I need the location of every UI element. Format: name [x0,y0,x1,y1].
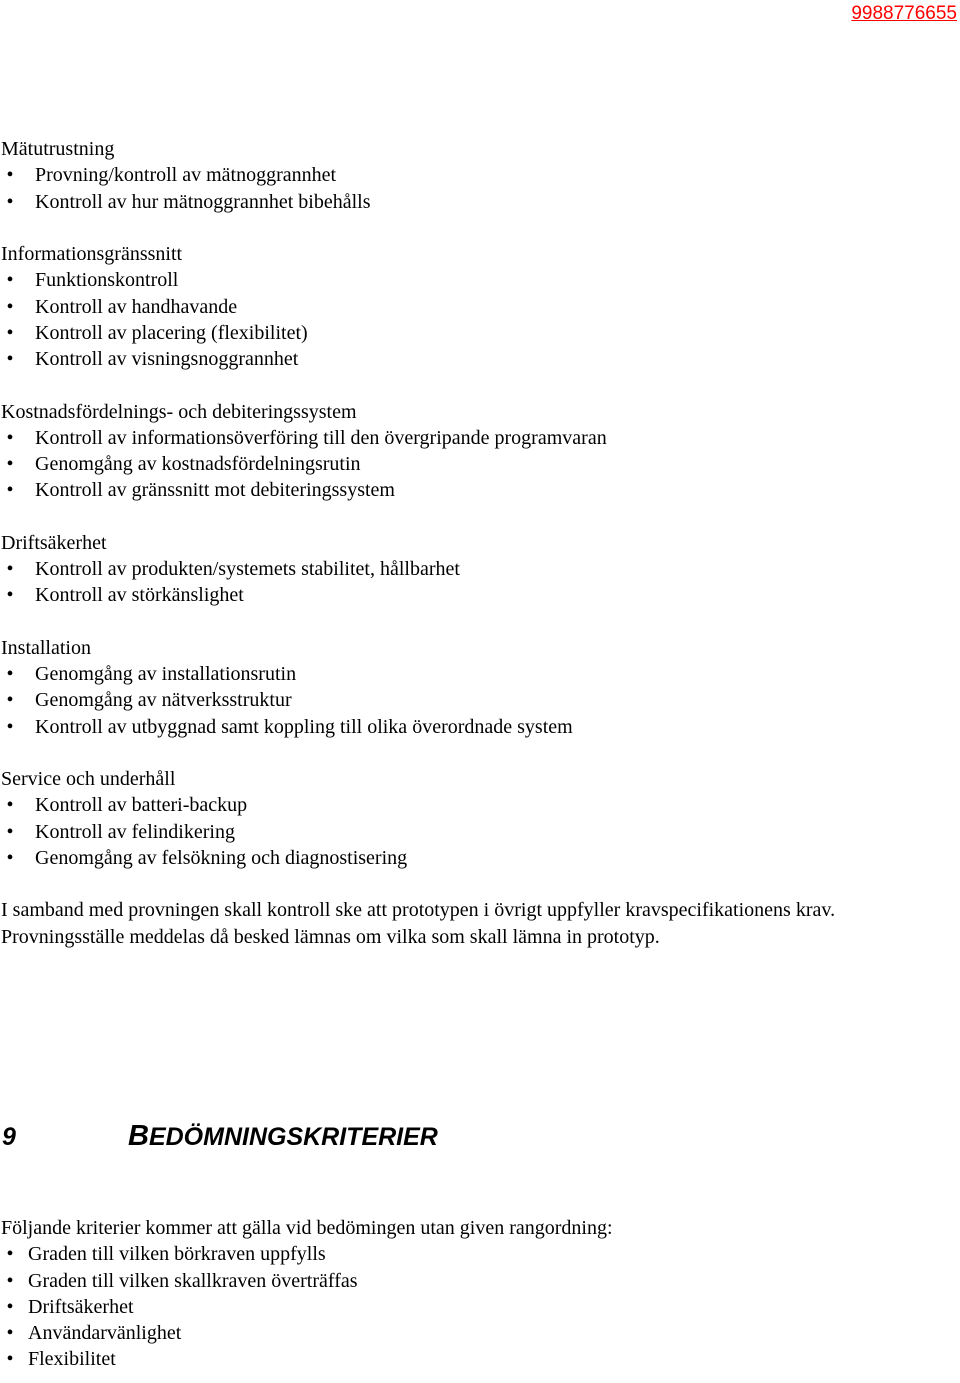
section-9-heading [2,1120,438,1153]
list-item: • Kontroll av felindikering [1,819,951,845]
bullet-icon: • [6,820,14,843]
bullet-list [1,792,951,871]
page-number-link[interactable]: 9988776655 [851,3,957,24]
section-heading: Installation [1,636,91,659]
list-item: • Användarvänlighet [1,1320,951,1346]
paragraph: I samband med provningen skall kontroll ske att prototypen i övrigt uppfyller kravspecifikationens krav. Provningsställe meddelas då besked lämnas om vilka som skall lämna in prototyp. [1,899,836,948]
section-heading: Informationsgränssnitt [1,243,183,265]
bullet-icon: • [6,164,14,187]
list-item: • Kontroll av visningsnoggrannhet [1,346,951,372]
list-item: • Genomgång av felsökning och diagnostisering [1,845,951,871]
list-item: • Kontroll av utbyggnad samt koppling till olika överordnade system [1,714,951,740]
list-item: • Kontroll av gränssnitt mot debiteringssystem [1,477,951,503]
criteria-intro: Följande kriterier kommer att gälla vid bedömingen utan given rangordning: [1,1217,613,1239]
section-heading: Kostnadsfördelnings- och debiteringssystem [1,400,357,423]
section-service [1,766,951,871]
list-item: • Kontroll av batteri-backup [1,792,951,818]
bullet-list [1,661,951,740]
section-title-initial: B [128,1120,149,1152]
bullet-icon: • [6,453,14,475]
section-heading: Service och underhåll [1,768,176,790]
list-item: • Kontroll av placering (flexibilitet) [1,320,951,346]
section-driftsakerhet [1,530,951,609]
section-heading: Mätutrustning [1,138,115,160]
bullet-icon: • [6,663,14,685]
bullet-list [1,162,951,215]
bullet-icon: • [6,1243,14,1266]
section-installation [1,635,951,740]
bullet-icon: • [6,1322,14,1344]
list-item: • Kontroll av handhavande [1,294,951,320]
list-item: • Genomgång av kostnadsfördelningsrutin [1,451,951,477]
bullet-icon: • [6,794,14,817]
section-number: 9 [2,1123,16,1151]
list-item: • Kontroll av produkten/systemets stabilitet, hållbarhet [1,556,951,582]
list-item: • Genomgång av installationsrutin [1,661,951,687]
list-item: • Funktionskontroll [1,267,951,293]
list-item: • Graden till vilken börkraven uppfylls [1,1241,951,1267]
bullet-icon: • [6,269,14,292]
list-item: • Kontroll av informationsöverföring till den övergripande programvaran [1,425,951,451]
bullet-icon: • [6,190,14,213]
bullet-icon: • [6,1348,14,1371]
section-title-rest: EDÖMNINGSKRITERIER [148,1123,438,1151]
section-informationsgranssnitt [1,241,951,372]
list-item: • Genomgång av nätverksstruktur [1,687,951,713]
list-item: • Kontroll av hur mätnoggrannhet bibehålls [1,189,951,215]
bullet-list [1,556,951,609]
list-item: • Flexibilitet [1,1346,951,1372]
bullet-icon: • [6,295,14,318]
bullet-icon: • [6,689,14,712]
bullet-icon: • [6,479,14,502]
bullet-icon: • [6,715,14,738]
list-item: • Driftsäkerhet [1,1294,951,1320]
bullet-list [1,267,951,372]
bullet-icon: • [6,1269,14,1292]
bullet-icon: • [6,584,14,607]
criteria-list [1,1241,951,1372]
list-item: • Graden till vilken skallkraven överträffas [1,1268,951,1294]
list-item: • Provning/kontroll av mätnoggrannhet [1,162,951,188]
bullet-icon: • [6,348,14,370]
bullet-icon: • [6,558,14,580]
section-matutrustning [1,136,951,215]
bullet-list [1,425,951,504]
section-heading: Driftsäkerhet [1,531,107,554]
test-procedures [1,136,951,950]
bullet-icon: • [6,321,14,344]
bullet-icon: • [6,426,14,449]
bullet-icon: • [6,846,14,869]
list-item: • Kontroll av störkänslighet [1,582,951,608]
criteria-block [1,1215,951,1373]
bullet-icon: • [6,1295,14,1318]
section-kostnadsfordelning [1,399,951,504]
